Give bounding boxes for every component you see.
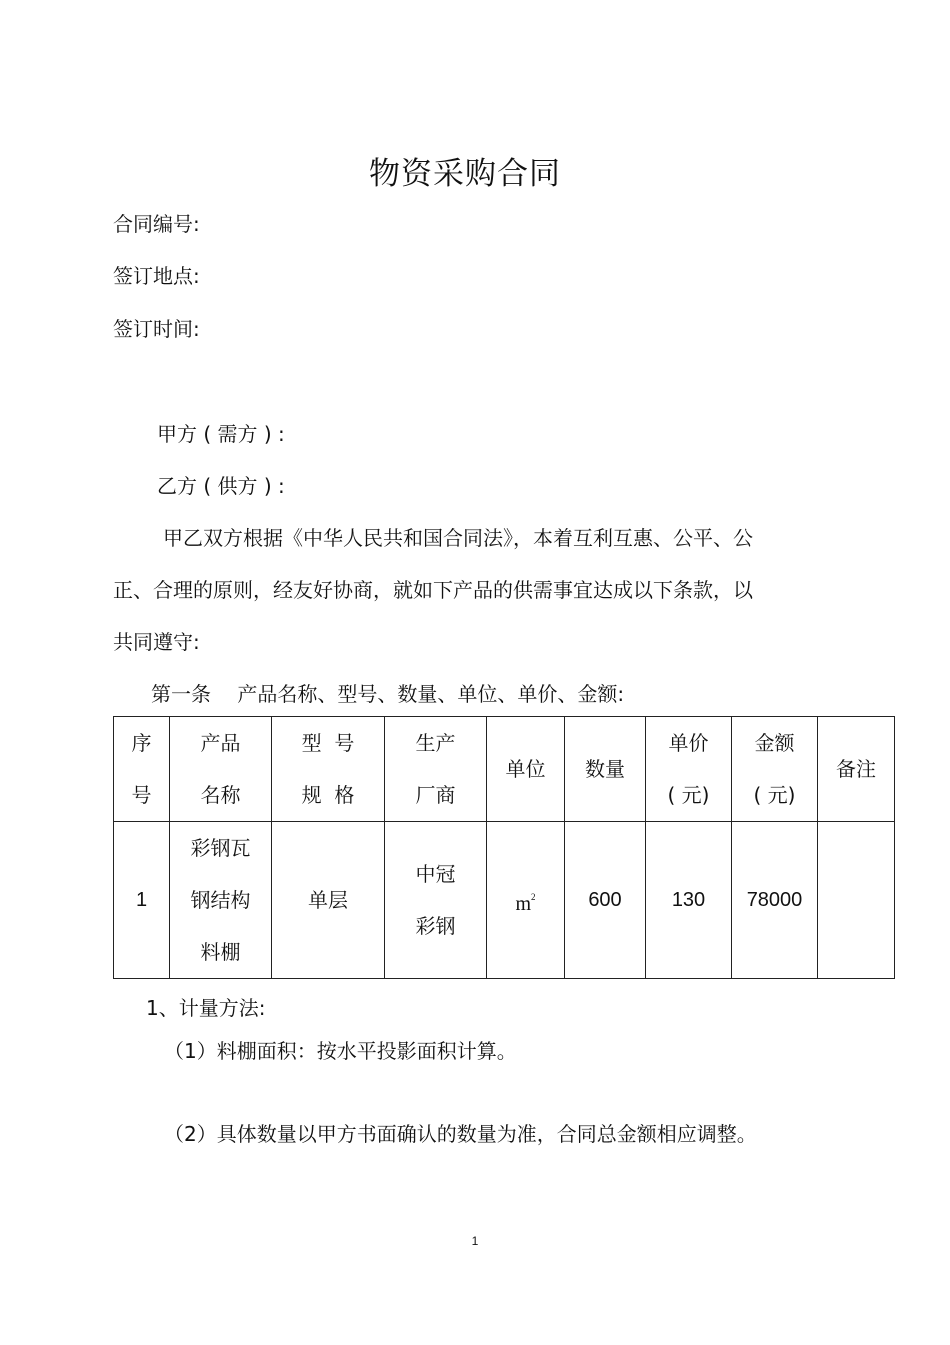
- article-1-heading: 第一条 产品名称、型号、数量、单位、单价、金额:: [151, 682, 625, 706]
- header-remark-text: 备注: [836, 757, 876, 781]
- party-b-label: 乙方 ( 供方 ) :: [157, 474, 285, 498]
- header-product-name: [170, 717, 272, 822]
- measurement-item-1: （1）料棚面积：按水平投影面积计算。: [164, 1039, 517, 1063]
- header-quantity: [565, 717, 646, 822]
- cell-amount: 78000: [732, 822, 818, 979]
- cell-quantity: 600: [565, 822, 646, 979]
- preamble-line-3: 共同遵守:: [113, 630, 200, 654]
- party-a-label: 甲方 ( 需方 ) :: [157, 422, 285, 446]
- cell-remark: [818, 822, 895, 979]
- header-product-name-line-2: 名称: [200, 783, 241, 807]
- header-unit-price-line-2: ( 元): [667, 783, 710, 807]
- cell-model-spec: 单层: [272, 822, 385, 979]
- header-model-spec-line-1: 型 号: [301, 731, 355, 755]
- cell-manufacturer-line-1: 中冠: [415, 862, 456, 886]
- cell-product-name-line-1: 彩钢瓦: [190, 836, 251, 860]
- header-manufacturer: [385, 717, 487, 822]
- header-seq: [114, 717, 170, 822]
- cell-product-name: [170, 822, 272, 979]
- header-product-name-line-1: 产品: [200, 731, 241, 755]
- preamble-line-1: 甲乙双方根据《中华人民共和国合同法》，本着互利互惠、公平、公: [163, 526, 753, 550]
- cell-manufacturer-line-2: 彩钢: [415, 914, 456, 938]
- goods-table: [113, 716, 895, 979]
- cell-unit-price: 130: [646, 822, 732, 979]
- cell-product-name-line-3: 料棚: [200, 940, 241, 964]
- sign-time-label: 签订时间:: [113, 317, 200, 341]
- header-remark: [818, 717, 895, 822]
- header-amount: [732, 717, 818, 822]
- contract-number-label: 合同编号:: [113, 212, 200, 236]
- header-seq-line-2: 号: [131, 783, 152, 807]
- cell-manufacturer: [385, 822, 487, 979]
- preamble-line-2: 正、合理的原则，经友好协商，就如下产品的供需事宜达成以下条款，以: [113, 578, 753, 602]
- header-unit-price: [646, 717, 732, 822]
- document-title: 物资采购合同: [369, 156, 561, 192]
- header-amount-line-2: ( 元): [753, 783, 796, 807]
- header-unit-price-line-1: 单价: [668, 731, 709, 755]
- cell-seq: 1: [114, 822, 170, 979]
- table-header-row: [114, 717, 895, 822]
- header-model-spec-line-2: 规 格: [301, 783, 355, 807]
- measurement-item-2: （2）具体数量以甲方书面确认的数量为准，合同总金额相应调整。: [164, 1122, 757, 1146]
- cell-product-name-line-2: 钢结构: [190, 888, 251, 912]
- header-unit-text: 单位: [505, 757, 546, 781]
- header-quantity-text: 数量: [585, 757, 625, 781]
- sign-place-label: 签订地点:: [113, 264, 200, 288]
- header-unit: [487, 717, 565, 822]
- header-amount-line-1: 金额: [754, 731, 795, 755]
- header-seq-line-1: 序: [131, 731, 152, 755]
- measurement-heading: 1、计量方法:: [146, 996, 266, 1020]
- cell-unit-text: m: [515, 892, 532, 915]
- cell-unit: [487, 822, 565, 979]
- header-model-spec: [272, 717, 385, 822]
- header-manufacturer-line-2: 厂商: [415, 783, 456, 807]
- page-number: 1: [471, 1234, 479, 1248]
- table-row: [114, 822, 895, 979]
- cell-unit-superscript: 2: [531, 891, 536, 902]
- header-manufacturer-line-1: 生产: [415, 731, 456, 755]
